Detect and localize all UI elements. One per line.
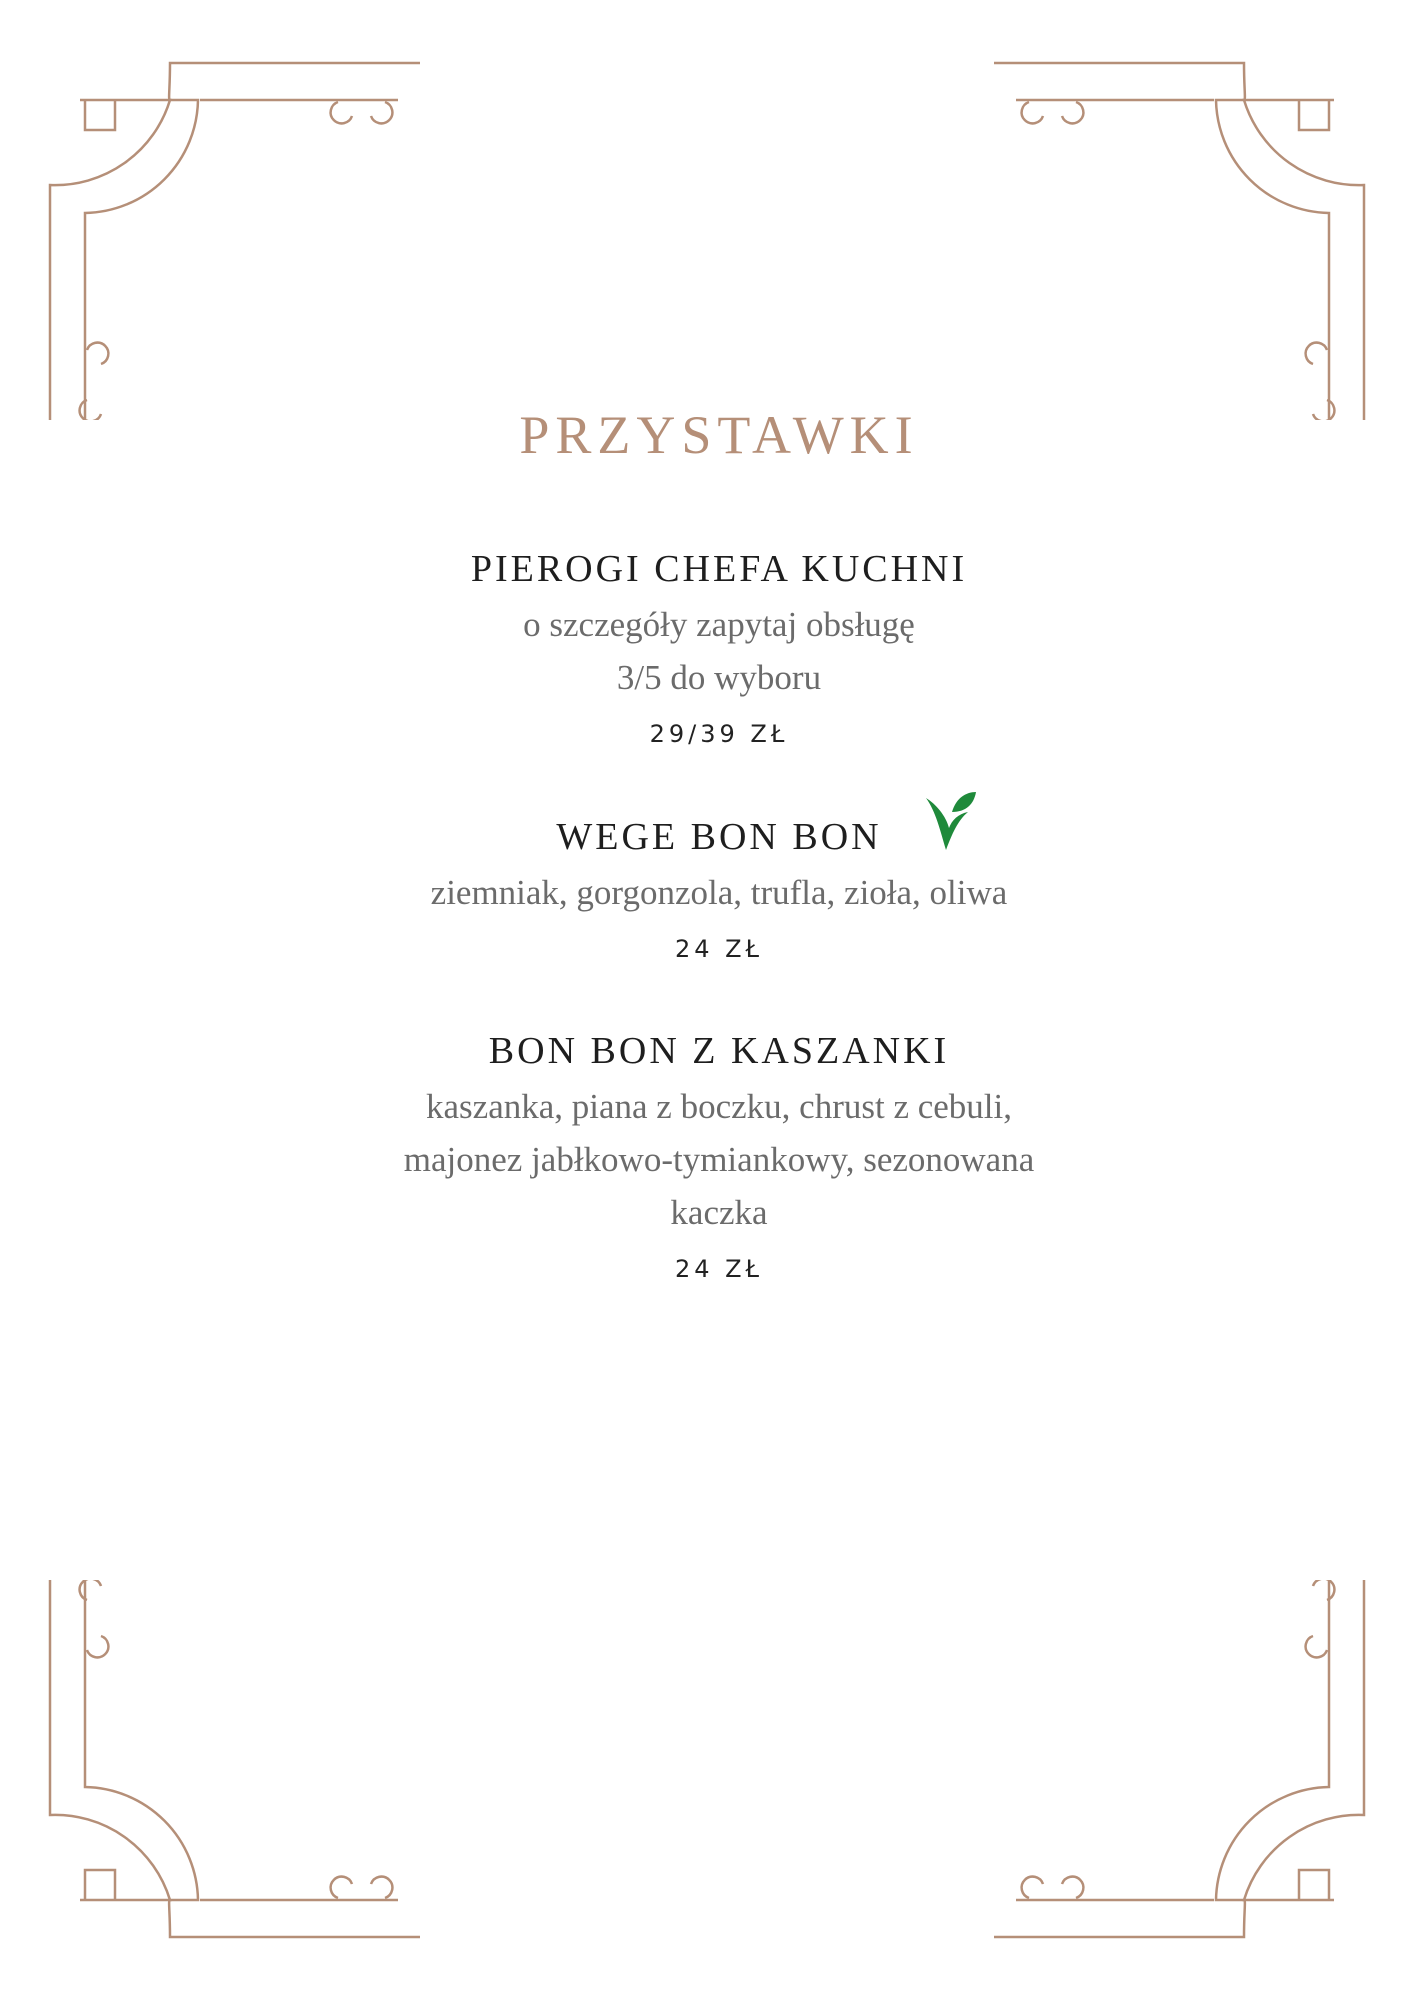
menu-item-name-wrap (556, 818, 881, 856)
description-line: 3/5 do wyboru (616, 658, 822, 697)
corner-ornament-bottom-right (994, 1580, 1414, 2000)
corner-ornament-top-right (994, 0, 1414, 420)
corner-ornament-bottom-left (0, 1580, 420, 2000)
menu-item-price: 24 ZŁ (674, 935, 764, 963)
corner-ornament-top-left (0, 0, 420, 420)
menu-item (0, 818, 1414, 963)
leaf-icon (922, 790, 978, 854)
menu-item (0, 550, 1414, 748)
menu-item-name: WEGE BON BON (556, 816, 882, 858)
description-line: kaszanka, piana z boczku, chrust z cebuli, (426, 1087, 1012, 1126)
menu-item-price: 24 ZŁ (674, 1255, 764, 1283)
description-line: o szczegóły zapytaj obsługę (523, 605, 915, 644)
menu-item-name: BON BON Z KASZANKI (488, 1030, 950, 1072)
menu-item-description (0, 1080, 1414, 1239)
section-title: PRZYSTAWKI (519, 405, 919, 465)
menu-item-price: 29/39 ZŁ (649, 720, 789, 748)
menu-item (0, 1032, 1414, 1283)
description-line: majonez jabłkowo-tymiankowy, sezonowana (403, 1140, 1035, 1179)
menu-item-description (0, 598, 1414, 704)
description-line: kaczka (670, 1193, 768, 1232)
menu-item-name: PIEROGI CHEFA KUCHNI (470, 548, 968, 590)
description-line: ziemniak, gorgonzola, trufla, zioła, oliwa (430, 873, 1008, 912)
menu-item-description (0, 866, 1414, 919)
